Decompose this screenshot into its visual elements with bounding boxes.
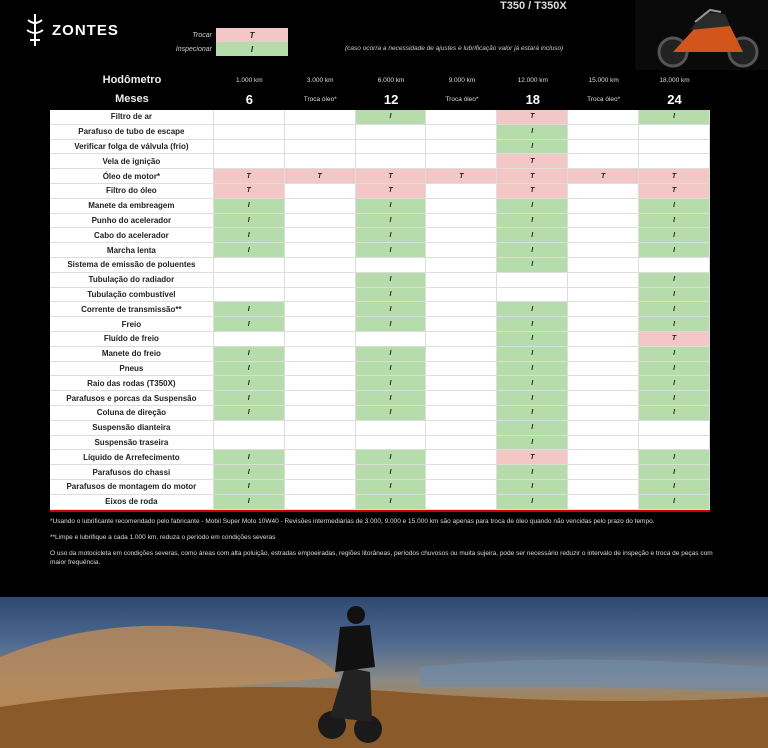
schedule-cell: I [356,302,427,317]
schedule-cell [426,258,497,273]
maintenance-item: Parafusos e porcas da Suspensão [50,391,214,406]
schedule-cell [356,258,427,273]
schedule-cell [426,125,497,140]
km-header: 6.000 km [377,76,405,84]
schedule-cell [356,436,427,451]
table-row [50,214,710,229]
schedule-cell [426,391,497,406]
schedule-cell: I [639,362,710,377]
schedule-cell: I [639,243,710,258]
schedule-cell: I [356,406,427,421]
schedule-cell: I [214,391,285,406]
schedule-cell: T [426,169,497,184]
schedule-cell [639,421,710,436]
schedule-cell [285,184,356,199]
schedule-cell: I [639,317,710,332]
table-row [50,199,710,214]
schedule-cell: T [497,169,568,184]
schedule-cell [356,140,427,155]
schedule-cell [568,406,639,421]
schedule-cell: I [356,362,427,377]
schedule-cell: I [639,214,710,229]
schedule-cell: I [497,214,568,229]
schedule-cell [426,110,497,125]
schedule-cell [568,362,639,377]
schedule-cell [285,288,356,303]
model-title: T350 / T350X [500,0,567,12]
schedule-cell [285,110,356,125]
maintenance-item: Punho do acelerador [50,214,214,229]
schedule-cell: I [497,332,568,347]
table-row [50,228,710,243]
schedule-cell: I [497,465,568,480]
schedule-cell: I [497,376,568,391]
schedule-cell: I [639,302,710,317]
schedule-cell [426,243,497,258]
schedule-cell [568,450,639,465]
schedule-cell [356,125,427,140]
schedule-cell [285,465,356,480]
schedule-cell [426,450,497,465]
schedule-cell [568,317,639,332]
brand-name: ZONTES [52,21,119,39]
schedule-cell [214,288,285,303]
schedule-cell: I [639,288,710,303]
maintenance-item: Sistema de emissão de poluentes [50,258,214,273]
schedule-cell: T [497,450,568,465]
zontes-logo [24,10,134,50]
schedule-cell [285,140,356,155]
schedule-cell [426,362,497,377]
schedule-cell: T [214,169,285,184]
table-row [50,110,710,125]
km-header: 3.000 km [306,76,334,84]
schedule-cell [426,154,497,169]
table-row [50,184,710,199]
schedule-cell [639,436,710,451]
table-row [50,495,710,510]
month-header: Troca óleo* [445,95,479,103]
zontes-emblem-icon [24,12,46,48]
maintenance-item: Vela de ignição [50,154,214,169]
schedule-cell [426,421,497,436]
schedule-cell: I [356,214,427,229]
km-header: 9.000 km [448,76,476,84]
month-header: 6 [245,91,253,107]
schedule-cell: T [639,184,710,199]
table-row [50,376,710,391]
schedule-cell: I [214,495,285,510]
maintenance-table [50,110,710,512]
schedule-cell [285,480,356,495]
schedule-cell: T [497,110,568,125]
schedule-cell: I [214,302,285,317]
table-row [50,450,710,465]
table-row [50,258,710,273]
schedule-cell [285,214,356,229]
table-row [50,332,710,347]
schedule-cell: I [356,110,427,125]
month-header: Troca óleo* [303,95,337,103]
schedule-cell [426,347,497,362]
schedule-cell [285,421,356,436]
schedule-cell [568,376,639,391]
table-row [50,140,710,155]
schedule-cell [568,199,639,214]
schedule-cell [568,480,639,495]
schedule-cell [285,228,356,243]
legend-label: Trocar [192,31,212,39]
km-header: 15.000 km [588,76,619,84]
schedule-cell [426,302,497,317]
schedule-cell [568,347,639,362]
schedule-cell [568,140,639,155]
footnote-severe: O uso da motocicleta em condições severas, como áreas com alta poluição, estradas empoeiradas, regiões litorâneas, períodos chuvosos ou muita sujeira, pode ser necessário reduzir o intervalo de inspeção e troca de peças com maior frequência. [50,550,713,566]
odometer-label: Hodômetro [102,74,162,86]
table-row [50,421,710,436]
schedule-cell [214,332,285,347]
schedule-cell [214,110,285,125]
schedule-cell: T [285,169,356,184]
maintenance-item: Parafuso de tubo de escape [50,125,214,140]
km-header: 1.000 km [235,76,263,84]
schedule-cell: I [214,228,285,243]
maintenance-item: Manete do freio [50,347,214,362]
schedule-cell [639,258,710,273]
schedule-cell [214,436,285,451]
schedule-cell: I [639,110,710,125]
schedule-cell: I [356,199,427,214]
table-row [50,288,710,303]
schedule-cell [285,362,356,377]
schedule-cell: I [639,199,710,214]
schedule-cell: T [214,184,285,199]
schedule-cell [426,140,497,155]
table-row [50,391,710,406]
schedule-cell: I [497,421,568,436]
schedule-cell [285,347,356,362]
schedule-cell: I [356,347,427,362]
schedule-cell [214,421,285,436]
maintenance-item: Raio das rodas (T350X) [50,376,214,391]
schedule-cell [356,154,427,169]
maintenance-item: Líquido de Arrefecimento [50,450,214,465]
schedule-cell [568,391,639,406]
schedule-cell: I [356,228,427,243]
odometer-header [50,72,710,88]
month-header: 12 [383,91,399,107]
schedule-cell: I [497,243,568,258]
maintenance-item: Fluído de freio [50,332,214,347]
schedule-cell [285,199,356,214]
schedule-cell: T [568,169,639,184]
schedule-cell: I [639,495,710,510]
table-row [50,362,710,377]
maintenance-item: Coluna de direção [50,406,214,421]
schedule-cell: I [356,376,427,391]
schedule-cell: I [214,376,285,391]
footnotes [50,517,720,574]
schedule-cell: I [356,465,427,480]
maintenance-item: Suspensão traseira [50,436,214,451]
schedule-cell [426,199,497,214]
maintenance-item: Óleo de motor* [50,169,214,184]
km-header: 12.000 km [517,76,548,84]
schedule-cell [285,154,356,169]
schedule-cell: T [639,332,710,347]
table-row [50,480,710,495]
schedule-cell: I [497,199,568,214]
schedule-cell: I [356,391,427,406]
schedule-cell [285,125,356,140]
schedule-cell [356,421,427,436]
maintenance-item: Suspensão dianteira [50,421,214,436]
schedule-cell: T [497,184,568,199]
table-row [50,243,710,258]
schedule-cell [426,436,497,451]
adjustment-note: (caso ocorra a necessidade de ajustes e lubrificação valor já estará incluso) [345,45,564,52]
schedule-cell [426,406,497,421]
legend-code: T [216,28,288,42]
schedule-cell [214,154,285,169]
schedule-cell: I [497,391,568,406]
schedule-cell [214,273,285,288]
schedule-cell: I [214,480,285,495]
km-header: 18.000 km [659,76,690,84]
schedule-cell: I [214,199,285,214]
schedule-cell [285,391,356,406]
schedule-cell: I [356,317,427,332]
schedule-cell [426,495,497,510]
schedule-cell: I [497,317,568,332]
maintenance-item: Cabo do acelerador [50,228,214,243]
schedule-cell: I [497,436,568,451]
table-row [50,273,710,288]
legend-code: I [216,42,288,56]
schedule-cell: I [497,362,568,377]
schedule-cell: I [497,302,568,317]
schedule-cell: T [639,169,710,184]
schedule-cell: I [356,288,427,303]
schedule-cell: I [639,480,710,495]
schedule-cell [568,228,639,243]
schedule-cell [568,465,639,480]
schedule-cell [285,258,356,273]
schedule-cell: I [639,450,710,465]
schedule-cell: I [497,480,568,495]
table-row [50,436,710,451]
schedule-cell [426,332,497,347]
months-header [50,90,710,108]
schedule-cell [285,495,356,510]
schedule-cell: I [639,391,710,406]
schedule-cell: I [214,465,285,480]
schedule-cell: I [497,258,568,273]
table-row [50,347,710,362]
table-row [50,317,710,332]
motorcycle-photo [635,0,768,70]
schedule-cell [568,436,639,451]
maintenance-item: Freio [50,317,214,332]
schedule-cell [426,465,497,480]
schedule-cell: I [497,140,568,155]
schedule-cell [214,258,285,273]
schedule-cell [426,184,497,199]
schedule-cell [285,376,356,391]
schedule-cell [426,480,497,495]
schedule-cell [568,421,639,436]
legend-label: Inspecionar [175,45,212,53]
schedule-cell [639,154,710,169]
schedule-cell [426,228,497,243]
schedule-cell: T [356,184,427,199]
maintenance-item: Filtro de ar [50,110,214,125]
schedule-cell [568,154,639,169]
schedule-cell [285,450,356,465]
footnote-chain: **Limpe e lubrifique a cada 1.000 km, reduza o período em condições severas [50,534,276,541]
table-row [50,465,710,480]
schedule-cell [568,258,639,273]
schedule-cell: I [639,406,710,421]
schedule-cell: I [356,273,427,288]
schedule-cell: I [356,495,427,510]
schedule-cell [568,273,639,288]
month-header: 24 [667,91,682,107]
schedule-cell [214,125,285,140]
schedule-cell [568,243,639,258]
schedule-cell [285,243,356,258]
schedule-cell: I [214,450,285,465]
maintenance-item: Tubulação combustível [50,288,214,303]
schedule-cell: I [639,273,710,288]
maintenance-item: Verificar folga de válvula (frio) [50,140,214,155]
table-row [50,154,710,169]
month-header: Troca óleo* [587,95,621,103]
schedule-cell [639,140,710,155]
schedule-cell [639,125,710,140]
schedule-cell: I [214,243,285,258]
schedule-cell [568,332,639,347]
schedule-cell: I [497,406,568,421]
schedule-cell [568,495,639,510]
schedule-cell: I [214,406,285,421]
schedule-cell: I [214,347,285,362]
table-row [50,406,710,421]
schedule-cell [568,288,639,303]
rider-photo [0,597,768,748]
schedule-cell [285,273,356,288]
schedule-cell [426,288,497,303]
legend-inspect [150,42,288,56]
maintenance-item: Pneus [50,362,214,377]
table-row [50,125,710,140]
schedule-cell [568,302,639,317]
schedule-cell: I [639,465,710,480]
schedule-cell [426,317,497,332]
schedule-cell [356,332,427,347]
schedule-cell [285,302,356,317]
maintenance-item: Corrente de transmissão** [50,302,214,317]
schedule-cell [285,332,356,347]
schedule-cell: T [356,169,427,184]
schedule-cell [568,184,639,199]
footnote-oil: *Usando o lubrificante recomendado pelo fabricante - Mobil Super Moto 10W40 - Revisões intermediárias de 3.000, 9.000 e 15.000 km são apenas para troca de óleo quando não vencidas pelo prazo do tempo. [50,518,655,525]
schedule-cell [568,214,639,229]
schedule-cell: I [214,317,285,332]
schedule-cell: I [214,214,285,229]
schedule-cell: I [356,450,427,465]
schedule-cell [568,110,639,125]
schedule-cell [285,406,356,421]
schedule-cell: I [639,347,710,362]
table-row [50,302,710,317]
schedule-cell: I [497,495,568,510]
legend-replace [150,28,288,42]
schedule-cell: I [497,125,568,140]
schedule-cell [426,376,497,391]
schedule-cell [426,273,497,288]
schedule-cell: I [356,243,427,258]
schedule-cell [426,214,497,229]
maintenance-item: Filtro do óleo [50,184,214,199]
maintenance-item: Parafusos do chassi [50,465,214,480]
schedule-cell: I [639,228,710,243]
schedule-cell: I [497,228,568,243]
schedule-cell [285,317,356,332]
months-label: Meses [115,93,149,105]
schedule-cell: I [356,480,427,495]
schedule-cell [568,125,639,140]
schedule-cell: I [497,347,568,362]
schedule-cell [214,140,285,155]
schedule-cell: T [497,154,568,169]
maintenance-item: Tubulação do radiador [50,273,214,288]
table-row [50,169,710,184]
maintenance-item: Parafusos de montagem do motor [50,480,214,495]
schedule-cell: I [214,362,285,377]
maintenance-item: Eixos de roda [50,495,214,510]
schedule-cell: I [639,376,710,391]
maintenance-item: Marcha lenta [50,243,214,258]
schedule-cell [497,288,568,303]
schedule-cell [497,273,568,288]
month-header: 18 [525,91,541,107]
maintenance-item: Manete da embreagem [50,199,214,214]
schedule-cell [285,436,356,451]
